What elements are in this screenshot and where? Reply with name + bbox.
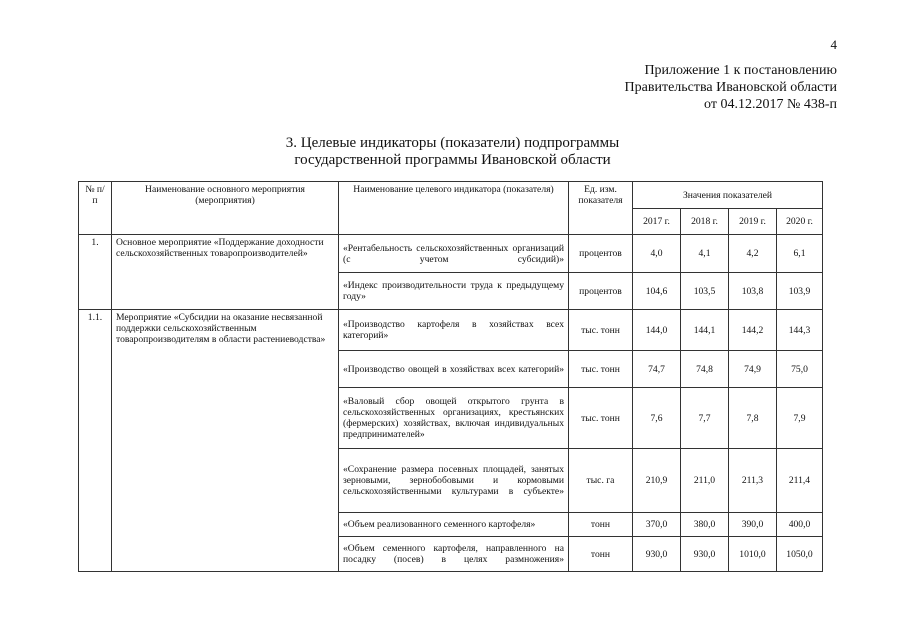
unit-cell: тыс. га bbox=[569, 449, 633, 513]
header-year: 2019 г. bbox=[729, 209, 777, 235]
header-values: Значения показателей bbox=[633, 182, 823, 209]
value-cell: 7,9 bbox=[777, 388, 823, 449]
value-cell: 210,9 bbox=[633, 449, 681, 513]
value-cell: 211,0 bbox=[681, 449, 729, 513]
appendix-line-3: от 04.12.2017 № 438-п bbox=[704, 97, 837, 112]
unit-cell: процентов bbox=[569, 235, 633, 273]
value-cell: 4,0 bbox=[633, 235, 681, 273]
value-cell: 370,0 bbox=[633, 513, 681, 537]
indicator-name: «Валовый сбор овощей открытого грунта в сельскохозяйственных организациях, крестьянских (фермерских) хозяйствах, включая индивидуальных предпринимателей» bbox=[339, 388, 569, 449]
value-cell: 211,3 bbox=[729, 449, 777, 513]
value-cell: 4,2 bbox=[729, 235, 777, 273]
value-cell: 4,1 bbox=[681, 235, 729, 273]
value-cell: 74,8 bbox=[681, 351, 729, 388]
value-cell: 380,0 bbox=[681, 513, 729, 537]
value-cell: 103,5 bbox=[681, 273, 729, 310]
value-cell: 930,0 bbox=[633, 537, 681, 572]
row-number: 1. bbox=[79, 235, 112, 310]
value-cell: 74,7 bbox=[633, 351, 681, 388]
value-cell: 144,1 bbox=[681, 310, 729, 351]
appendix-reference bbox=[625, 62, 837, 113]
unit-cell: тонн bbox=[569, 513, 633, 537]
indicator-name: «Объем семенного картофеля, направленного на посадку (посев) в целях размножения» bbox=[339, 537, 569, 572]
indicators-table bbox=[78, 181, 823, 572]
indicator-name: «Производство картофеля в хозяйствах всех категорий» bbox=[339, 310, 569, 351]
value-cell: 7,8 bbox=[729, 388, 777, 449]
indicator-name: «Производство овощей в хозяйствах всех категорий» bbox=[339, 351, 569, 388]
value-cell: 7,6 bbox=[633, 388, 681, 449]
value-cell: 104,6 bbox=[633, 273, 681, 310]
header-year: 2020 г. bbox=[777, 209, 823, 235]
value-cell: 144,3 bbox=[777, 310, 823, 351]
heading-line-2: государственной программы Ивановской области bbox=[294, 152, 611, 168]
appendix-line-2: Правительства Ивановской области bbox=[624, 80, 837, 95]
value-cell: 390,0 bbox=[729, 513, 777, 537]
value-cell: 144,2 bbox=[729, 310, 777, 351]
header-indicator: Наименование целевого индикатора (показателя) bbox=[339, 182, 569, 235]
header-unit: Ед. изм. показателя bbox=[569, 182, 633, 235]
unit-cell: тыс. тонн bbox=[569, 310, 633, 351]
indicator-name: «Индекс производительности труда к предыдущему году» bbox=[339, 273, 569, 310]
value-cell: 103,8 bbox=[729, 273, 777, 310]
value-cell: 930,0 bbox=[681, 537, 729, 572]
header-year: 2017 г. bbox=[633, 209, 681, 235]
indicator-name: «Рентабельность сельскохозяйственных организаций (с учетом субсидий)» bbox=[339, 235, 569, 273]
unit-cell: процентов bbox=[569, 273, 633, 310]
value-cell: 103,9 bbox=[777, 273, 823, 310]
unit-cell: тыс. тонн bbox=[569, 388, 633, 449]
header-year: 2018 г. bbox=[681, 209, 729, 235]
value-cell: 6,1 bbox=[777, 235, 823, 273]
value-cell: 1050,0 bbox=[777, 537, 823, 572]
indicator-name: «Сохранение размера посевных площадей, занятых зерновыми, зернобобовыми и кормовыми сельскохозяйственными культурами в субъекте» bbox=[339, 449, 569, 513]
value-cell: 1010,0 bbox=[729, 537, 777, 572]
heading-line-1: 3. Целевые индикаторы (показатели) подпрограммы bbox=[285, 135, 620, 151]
header-activity: Наименование основного мероприятия (мероприятия) bbox=[112, 182, 339, 235]
value-cell: 74,9 bbox=[729, 351, 777, 388]
table-row bbox=[79, 310, 823, 351]
table-row bbox=[79, 235, 823, 273]
activity-name: Основное мероприятие «Поддержание доходности сельскохозяйственных товаропроизводителей» bbox=[112, 235, 339, 310]
value-cell: 144,0 bbox=[633, 310, 681, 351]
activity-name: Мероприятие «Субсидии на оказание несвязанной поддержки сельскохозяйственным товаропроизводителям в области растениеводства» bbox=[112, 310, 339, 572]
value-cell: 7,7 bbox=[681, 388, 729, 449]
value-cell: 75,0 bbox=[777, 351, 823, 388]
unit-cell: тыс. тонн bbox=[569, 351, 633, 388]
section-heading bbox=[0, 135, 905, 169]
indicator-name: «Объем реализованного семенного картофеля» bbox=[339, 513, 569, 537]
value-cell: 211,4 bbox=[777, 449, 823, 513]
row-number: 1.1. bbox=[79, 310, 112, 572]
value-cell: 400,0 bbox=[777, 513, 823, 537]
appendix-line-1: Приложение 1 к постановлению bbox=[644, 63, 837, 78]
unit-cell: тонн bbox=[569, 537, 633, 572]
header-number: № п/п bbox=[79, 182, 112, 235]
page-number: 4 bbox=[830, 37, 837, 52]
